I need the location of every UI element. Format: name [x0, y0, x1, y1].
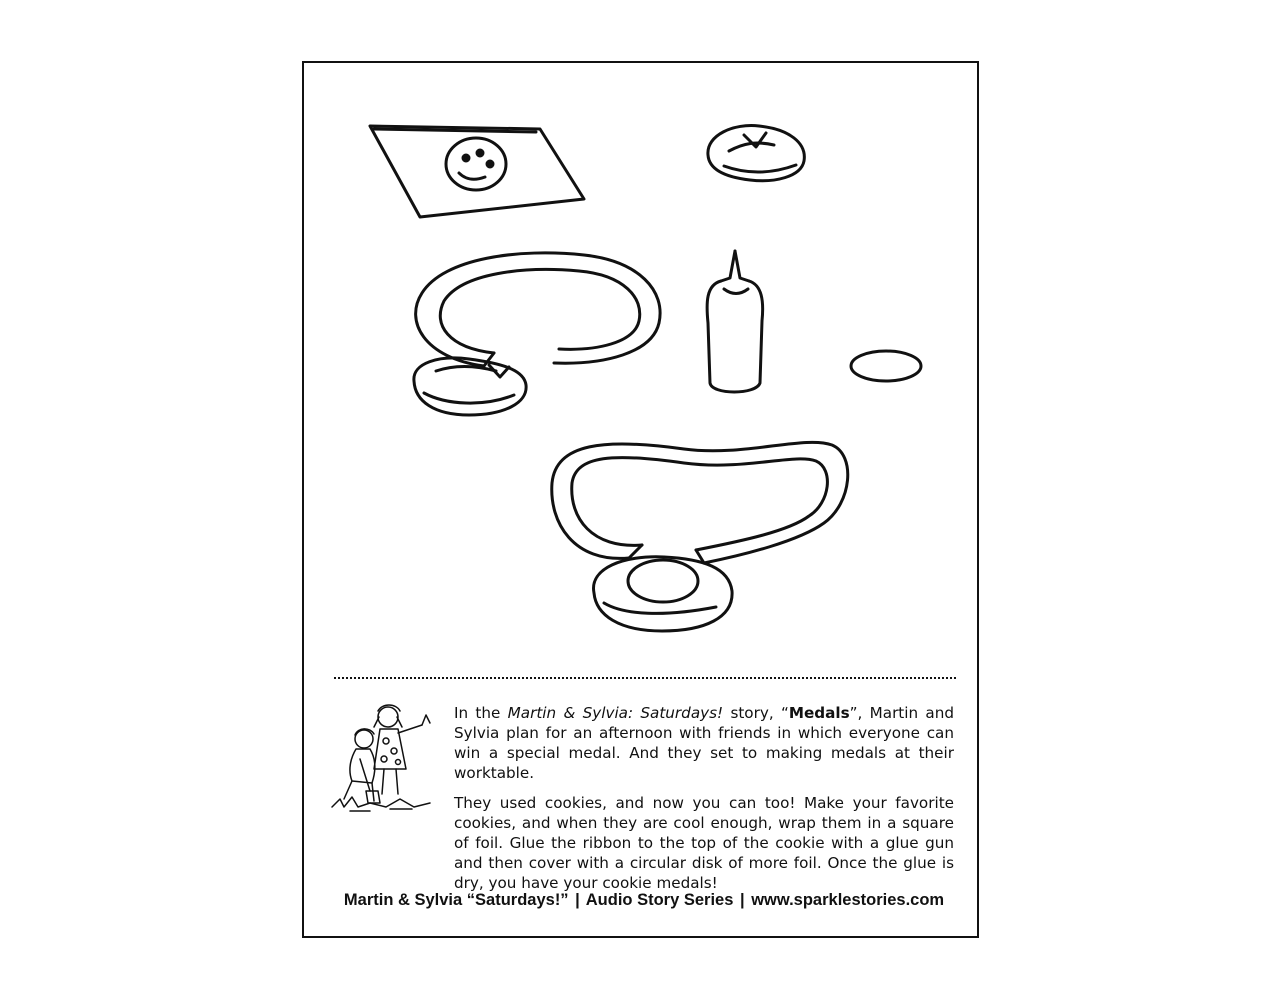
story-title: Medals [788, 704, 850, 722]
ribbon-loop-with-cookie [414, 253, 660, 415]
dotted-divider [334, 677, 956, 679]
description-paragraph-2: They used cookies, and now you can too! Make your favorite cookies, and when they are cool enough, wrap them in a square of foil. Glue the ribbon to the top of the cookie with a glue gun and then cover with a circular disk of more foil. Once the glue is dry, you have your cookie medals! [454, 794, 954, 892]
story-series-name: Martin & Sylvia: Saturdays! [507, 704, 724, 722]
description-paragraph-1 [454, 703, 954, 783]
p1-rest: ”, Martin and Sylvia plan for an afternoon with friends in which everyone can win a special medal. And they set to making medals at their worktable. [454, 704, 955, 782]
cookie [708, 126, 804, 181]
footer-type: Audio Story Series [585, 891, 734, 909]
story-description [454, 703, 954, 903]
glue-bottle [707, 251, 763, 392]
story-info [330, 699, 956, 892]
medal-craft-illustration [304, 63, 981, 673]
footer-website: www.sparklestories.com [751, 891, 945, 909]
coloring-page [302, 61, 979, 938]
finished-cookie-medal [552, 442, 848, 631]
martin-and-sylvia-illustration [330, 699, 440, 819]
footer-separator-1: | [575, 891, 580, 909]
foil-square-with-cookie [370, 126, 584, 217]
footer-series: Martin & Sylvia “Saturdays!” [343, 891, 569, 909]
p1-story-word: story, “ [723, 704, 789, 722]
footer-credits [334, 891, 954, 910]
footer-separator-2: | [739, 891, 745, 909]
p1-prefix: In the [454, 704, 508, 722]
foil-disk [851, 351, 921, 381]
